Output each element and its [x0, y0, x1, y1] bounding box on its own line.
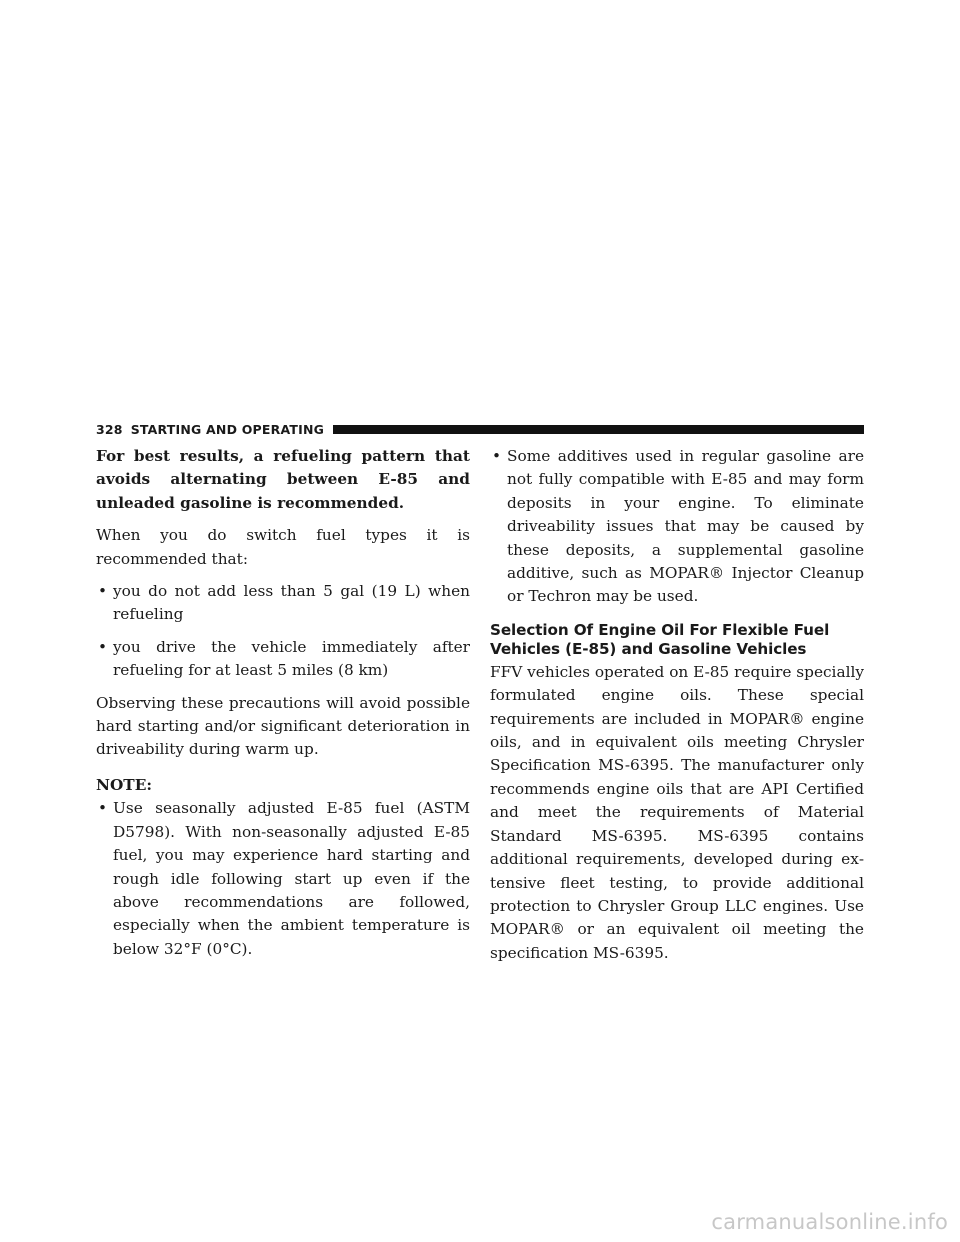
list-item	[490, 445, 864, 609]
engine-oil-section-heading: Selection Of Engine Oil For Flexible Fuel Vehicles (E-85) and Gasoline Vehicles	[490, 620, 830, 658]
refueling-pattern-paragraph: For best results, a refueling pattern that avoids alternating between E-85 and unleaded gasoline is recommended.	[96, 447, 470, 512]
switch-fuel-intro: When you do switch fuel types it is recommended that:	[96, 526, 470, 568]
bullet-text: Some additives used in regular gasoline are not fully compatible with E-85 and may form deposits in your engine. To eliminate driveability issues that may be caused by these deposits, a supplemental gasoline additive, such as MOPAR® Injector Cleanup or Techron may be used.	[507, 447, 864, 606]
bullet-icon: •	[98, 637, 108, 656]
bullet-text: Use seasonally adjusted E-85 fuel (ASTM D5798). With non-seasonally adjusted E-85 fuel, you may experience hard starting and rough idle following start up even if the above recommendations are followed, especially when the ambient temperature is below 32°F (0°C).	[113, 799, 470, 958]
engine-oil-paragraph: FFV vehicles operated on E-85 require specially formulated engine oils. These special requirements are included in MOPAR® engine oils, and in equivalent oils meeting Chrysler Specification MS-6395. The manufacturer only recommends engine oils that are API Certified and meet the requirements of Material Standard MS-6395. MS-6395 contains additional requirements, developed during extensive fleet testing, to provide additional protection to Chrysler Group LLC engines. Use MOPAR® or an equivalent oil meeting the specification MS-6395.	[490, 662, 864, 962]
list-item	[96, 636, 470, 683]
bullet-icon: •	[98, 799, 108, 818]
page-header	[96, 420, 864, 438]
bullet-text: you drive the vehicle immediately after refueling for at least 5 miles (8 km)	[113, 637, 470, 680]
right-column	[490, 445, 864, 974]
header-rule	[333, 425, 864, 434]
page-number: 328	[96, 421, 123, 437]
bullet-icon: •	[98, 582, 108, 601]
left-column	[96, 445, 470, 970]
note-label: NOTE:	[96, 775, 152, 794]
bullet-icon: •	[492, 447, 502, 465]
bullet-text: you do not add less than 5 gal (19 L) when refueling	[113, 582, 470, 624]
section-title: STARTING AND OPERATING	[130, 421, 325, 437]
list-item	[96, 797, 470, 961]
list-item	[96, 580, 470, 627]
precaution-paragraph: Observing these precautions will avoid possible hard starting and/or significant deterioration in driveability during warm up.	[96, 693, 470, 759]
watermark: carmanualsonline.info	[711, 1210, 948, 1234]
